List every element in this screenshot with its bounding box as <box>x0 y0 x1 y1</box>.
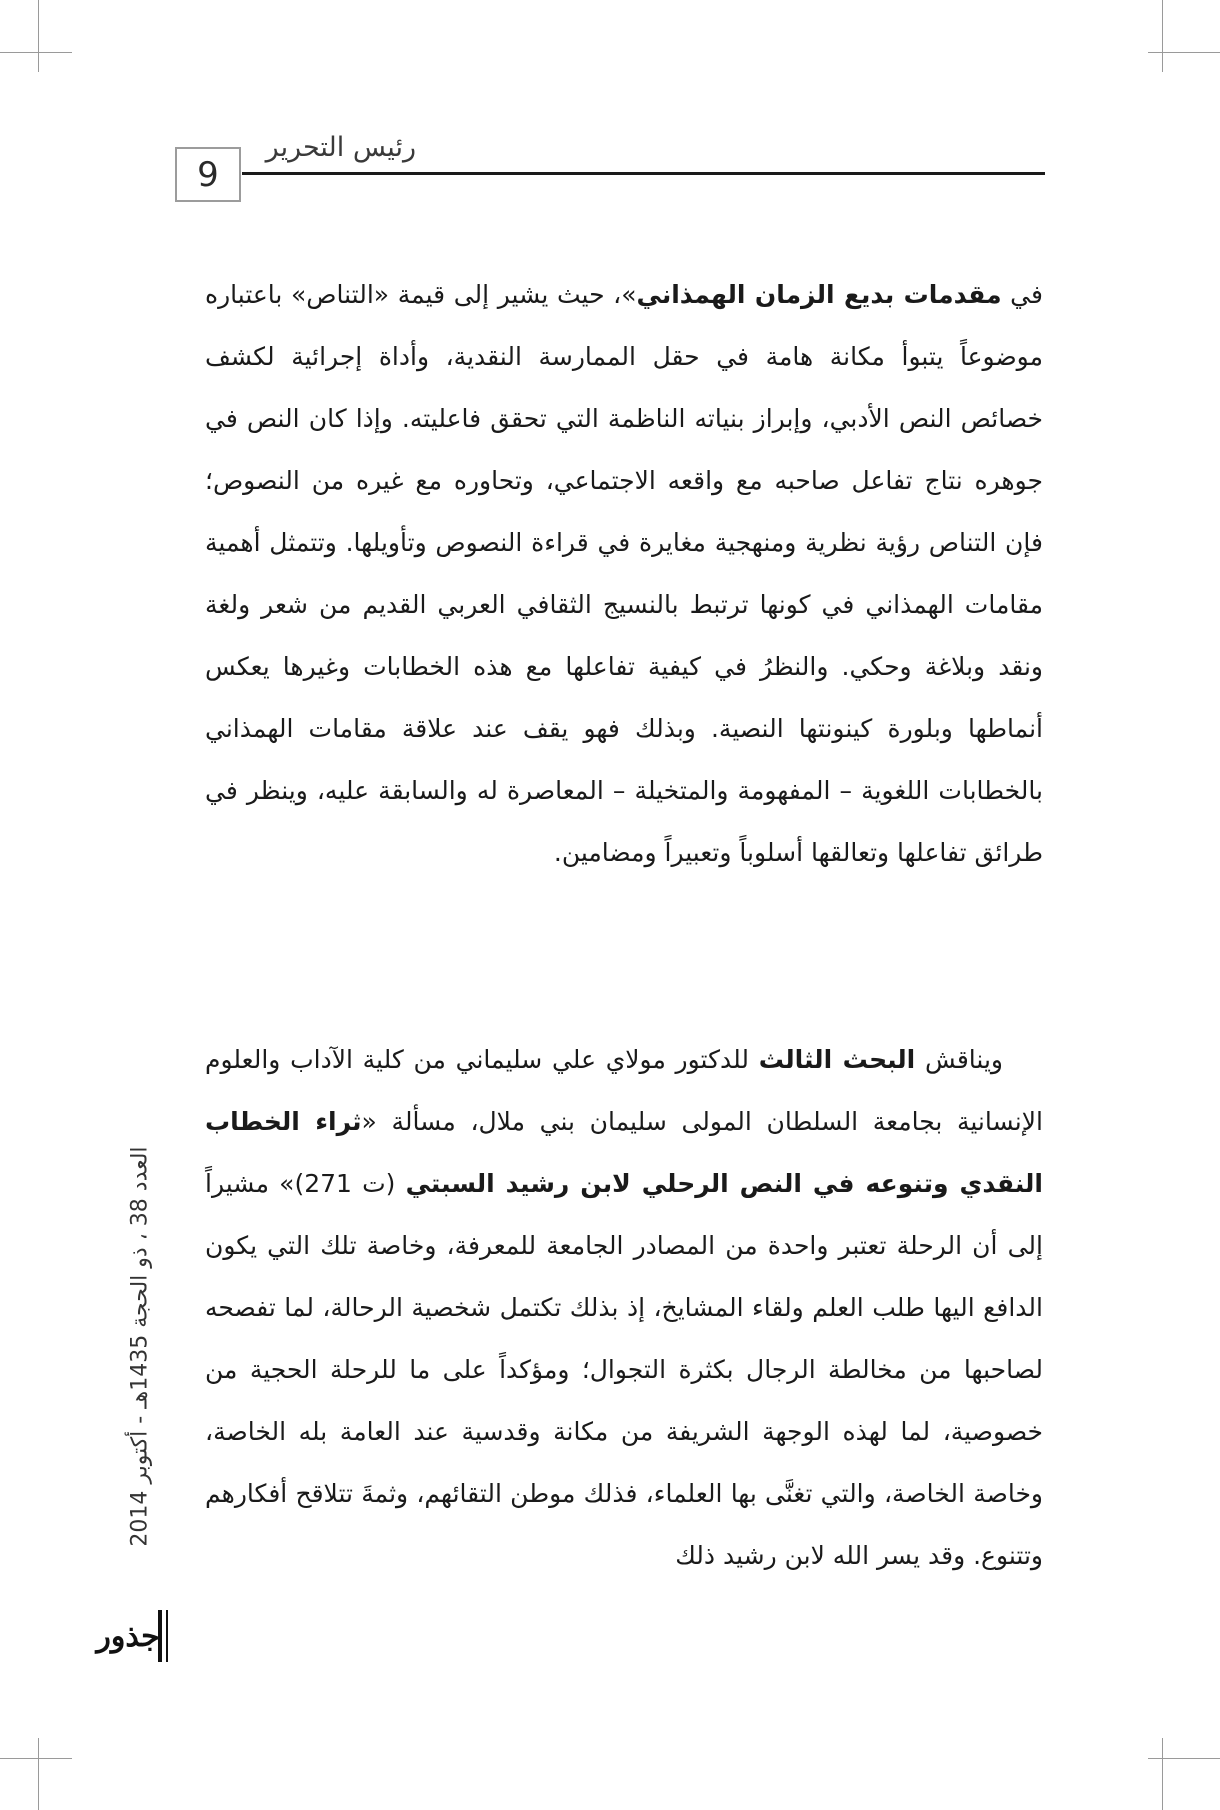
issue-line: العدد 38 ، ذو الحجة 1435هـ - أكتوبر 2014 <box>127 1146 153 1547</box>
page-number: 9 <box>175 147 241 202</box>
paragraph-lead: ويناقش <box>915 1045 1003 1074</box>
bold-title: ثراء الخطاب النقدي وتنوعه في النص الرحلي لابن رشيد السبتي <box>205 1107 1043 1198</box>
crop-mark <box>0 1758 72 1759</box>
bold-phrase: البحث الثالث <box>758 1045 916 1074</box>
paragraph-text: (ت 271)» مشيراً إلى أن الرحلة تعتبر واحدة من المصادر الجامعة للمعرفة، وخاصة تلك التي يكون الدافع اليها طلب العلم ولقاء المشايخ، إذ بذلك تكتمل شخصية الرحالة، لما تفصحه لصاحبها من مخالطة الرجال بكثرة التجوال؛ ومؤكداً على ما للرحلة الحجية من خصوصية، لما لهذه الوجهة الشريفة من مكانة وقدسية عند العامة بله الخاصة، وخاصة الخاصة، والتي تغنَّى بها العلماء، فذلك موطن التقائهم، وثمةَ تتلاقح أفكارهم وتتنوع. وقد يسر الله لابن رشيد ذلك <box>205 1169 1043 1570</box>
paragraph-text: »، حيث يشير إلى قيمة «التناص» باعتباره موضوعاً يتبوأ مكانة هامة في حقل الممارسة النقدية، وأداة إجرائية لكشف خصائص النص الأدبي، وإبراز بنياته الناظمة التي تحقق فاعليته. وإذا كان النص في جوهره نتاج تفاعل صاحبه مع واقعه الاجتماعي، وتحاوره مع غيره من النصوص؛ فإن التناص رؤية نظرية ومنهجية مغايرة في قراءة النصوص وتأويلها. وتتمثل أهمية مقامات الهمذاني في كونها ترتبط بالنسيج الثقافي العربي القديم من شعر ولغة ونقد وبلاغة وحكي. والنظرُ في كيفية تفاعلها مع هذه الخطابات وغيرها يعكس أنماطها وبلورة كينونتها النصية. وبذلك فهو يقف عند علاقة مقامات الهمذاني بالخطابات اللغوية – المفهومة والمتخيلة – المعاصرة له والسابقة عليه، وينظر في طرائق تفاعلها وتعالقها أسلوباً وتعبيراً ومضامين. <box>205 280 1043 867</box>
bold-title: مقدمات بديع الزمان الهمذاني <box>636 280 1002 309</box>
journal-logo: جذور <box>96 1618 160 1654</box>
crop-mark <box>1162 0 1163 72</box>
running-header: رئيس التحرير <box>265 132 416 163</box>
crop-mark <box>1148 1758 1220 1759</box>
crop-mark <box>1162 1738 1163 1810</box>
paragraph-text: للدكتور مولاي علي سليماني من كلية الآداب والعلوم الإنسانية بجامعة السلطان المولى سليمان بني ملال، مسألة « <box>205 1045 1043 1136</box>
paragraph <box>205 1029 1043 1587</box>
crop-mark <box>1148 52 1220 53</box>
paragraph <box>205 264 1043 884</box>
crop-mark <box>0 52 72 53</box>
header-rule <box>242 172 1045 175</box>
paragraph-lead: في <box>1001 280 1043 309</box>
crop-mark <box>38 0 39 72</box>
crop-mark <box>38 1738 39 1810</box>
